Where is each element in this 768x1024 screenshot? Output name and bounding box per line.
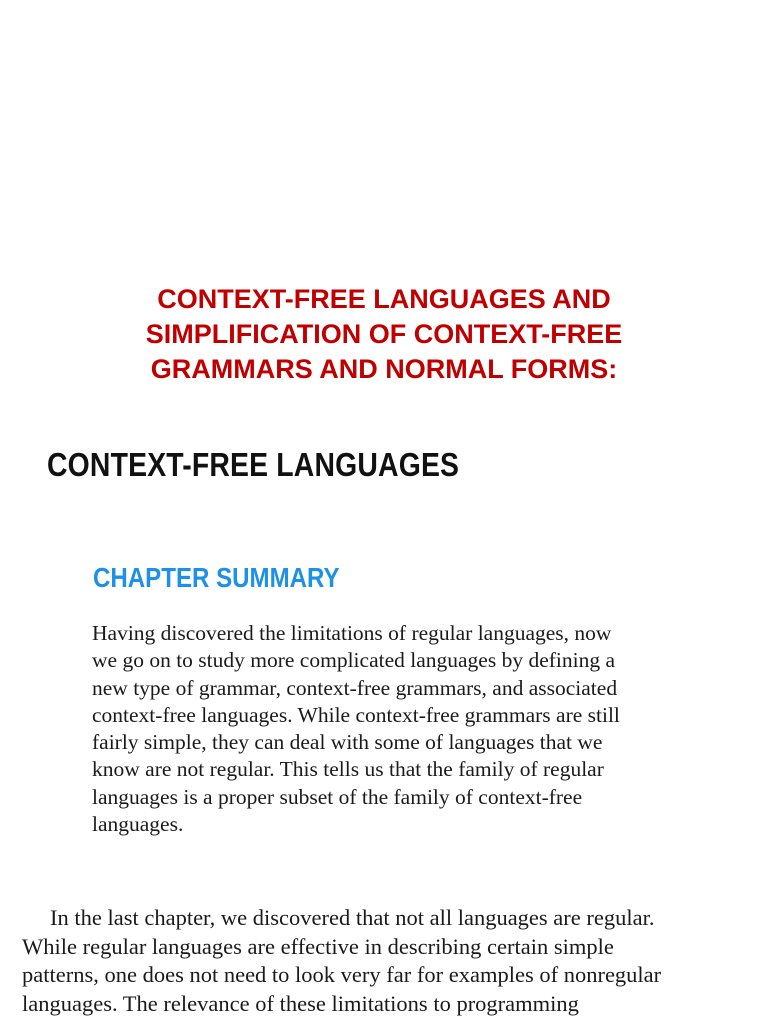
chapter-summary-text: [92, 620, 712, 838]
body-line: While regular languages are effective in describing certain simple: [22, 933, 614, 959]
summary-line: fairly simple, they can deal with some of languages that we: [92, 730, 603, 755]
summary-line: context-free languages. While context-free grammars are still: [92, 702, 620, 727]
slide-title-line: SIMPLIFICATION OF CONTEXT-FREE: [145, 319, 623, 349]
body-line: languages. The relevance of these limitations to programming: [22, 990, 579, 1016]
slide-title-line: GRAMMARS AND NORMAL FORMS:: [150, 354, 618, 384]
slide-title: [40, 282, 728, 387]
summary-line: languages is a proper subset of the family of context-free: [92, 784, 583, 809]
chapter-heading: CONTEXT-FREE LANGUAGES: [47, 446, 460, 483]
summary-line: know are not regular. This tells us that the family of regular: [92, 757, 604, 782]
summary-line: new type of grammar, context-free grammars, and associated: [92, 675, 618, 700]
summary-line: we go on to study more complicated languages by defining a: [92, 648, 616, 673]
chapter-summary-heading: CHAPTER SUMMARY: [93, 562, 340, 593]
slide-title-line: CONTEXT-FREE LANGUAGES AND: [157, 284, 611, 314]
body-line: In the last chapter, we discovered that not all languages are regular.: [50, 905, 655, 930]
summary-line: Having discovered the limitations of regular languages, now: [92, 621, 612, 645]
body-line: patterns, one does not need to look very far for examples of nonregular: [22, 962, 662, 987]
summary-line: languages.: [92, 812, 184, 837]
body-paragraph: [22, 904, 762, 1018]
